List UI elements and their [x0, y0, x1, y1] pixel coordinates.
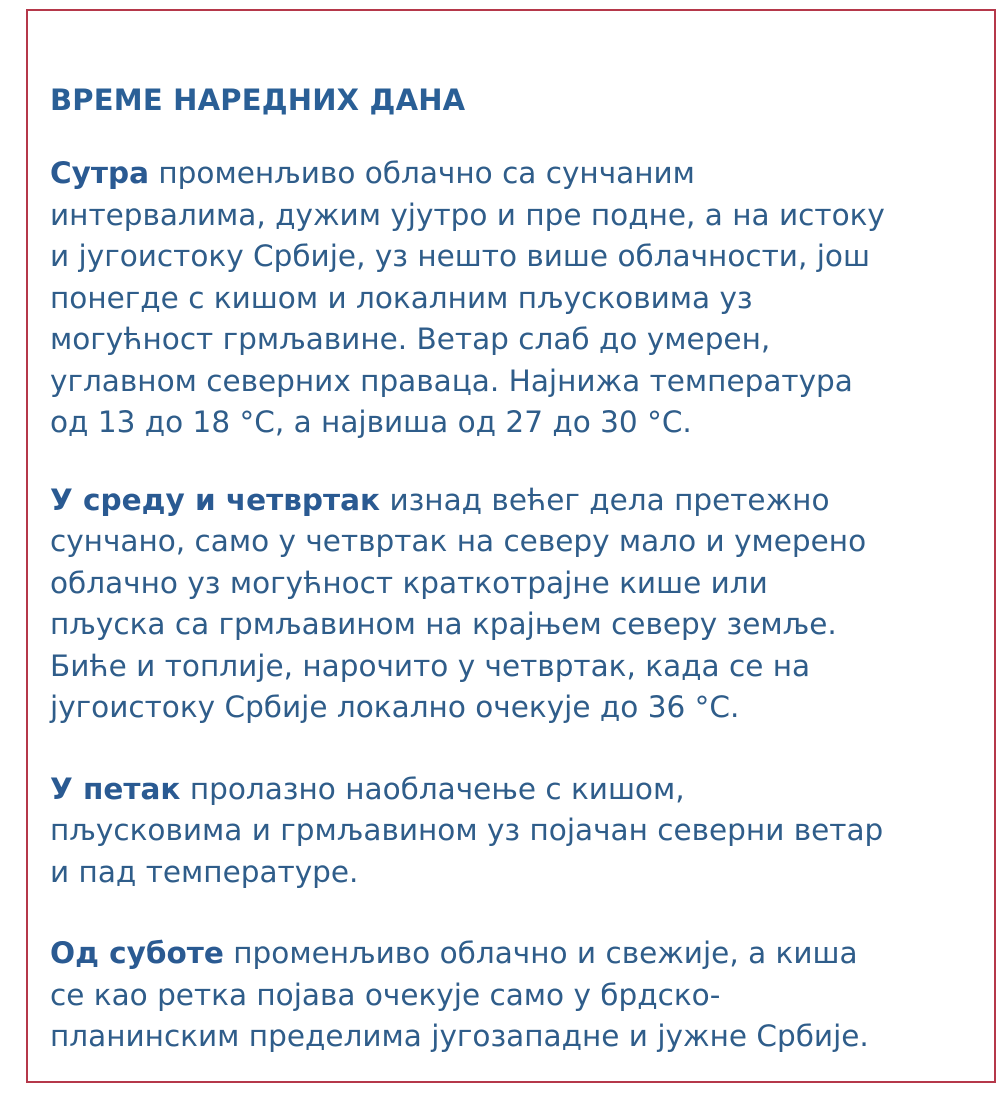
forecast-friday — [50, 769, 976, 894]
paragraph-line: Биће и топлије, нарочито у четвртак, када се на — [50, 648, 811, 683]
paragraph-line: пљуска са грмљавином на крајњем северу земље. — [50, 607, 837, 641]
day-label: Од суботе — [50, 936, 224, 970]
paragraph-line: сунчано, само у четвртак на северу мало и умерено — [50, 524, 867, 558]
forecast-from-saturday — [50, 933, 976, 1058]
paragraph-line: могућност грмљавине. Ветар слаб до умерен, — [50, 322, 771, 356]
forecast-tomorrow — [50, 153, 976, 444]
paragraph-line: понегде с кишом и локалним пљусковима уз — [50, 280, 753, 315]
paragraph-line: и пад температуре. — [50, 854, 359, 889]
paragraph-line: Сутра променљиво облачно са сунчаним — [50, 156, 695, 190]
paragraph-line: У среду и четвртак изнад већег дела претежно — [50, 482, 830, 517]
day-label: У петак — [50, 771, 181, 806]
paragraph-line: пљусковима и грмљавином уз појачан северни ветар — [50, 813, 884, 847]
day-label: У среду и четвртак — [50, 482, 381, 517]
paragraph-line: углавном северних праваца. Најнижа температура — [50, 363, 853, 398]
paragraph-line: од 13 до 18 °C, а највиша од 27 до 30 °C. — [50, 405, 692, 439]
paragraph-line: и југоистоку Србије, уз нешто више облачности, још — [50, 239, 870, 273]
paragraph-line: југоистоку Србије локално очекује до 36 °C. — [50, 690, 740, 724]
paragraph-line: се као ретка појава очекује само у брдско- — [50, 977, 721, 1012]
paragraph-line: планинским пределима југозападне и јужне Србије. — [50, 1019, 869, 1053]
paragraph-line: интервалима, дужим ујутро и пре подне, а на истоку — [50, 197, 885, 232]
day-label: Сутра — [50, 156, 150, 190]
paragraph-line: У петак пролазно наоблачење с кишом, — [50, 771, 685, 806]
forecast-box — [26, 9, 996, 1083]
paragraph-line: Од суботе променљиво облачно и свежије, а киша — [50, 936, 858, 970]
forecast-wednesday-thursday — [50, 480, 976, 729]
paragraph-line: облачно уз могућност краткотрајне кише или — [50, 565, 768, 600]
forecast-title: ВРЕМЕ НАРЕДНИХ ДАНА — [50, 83, 466, 117]
